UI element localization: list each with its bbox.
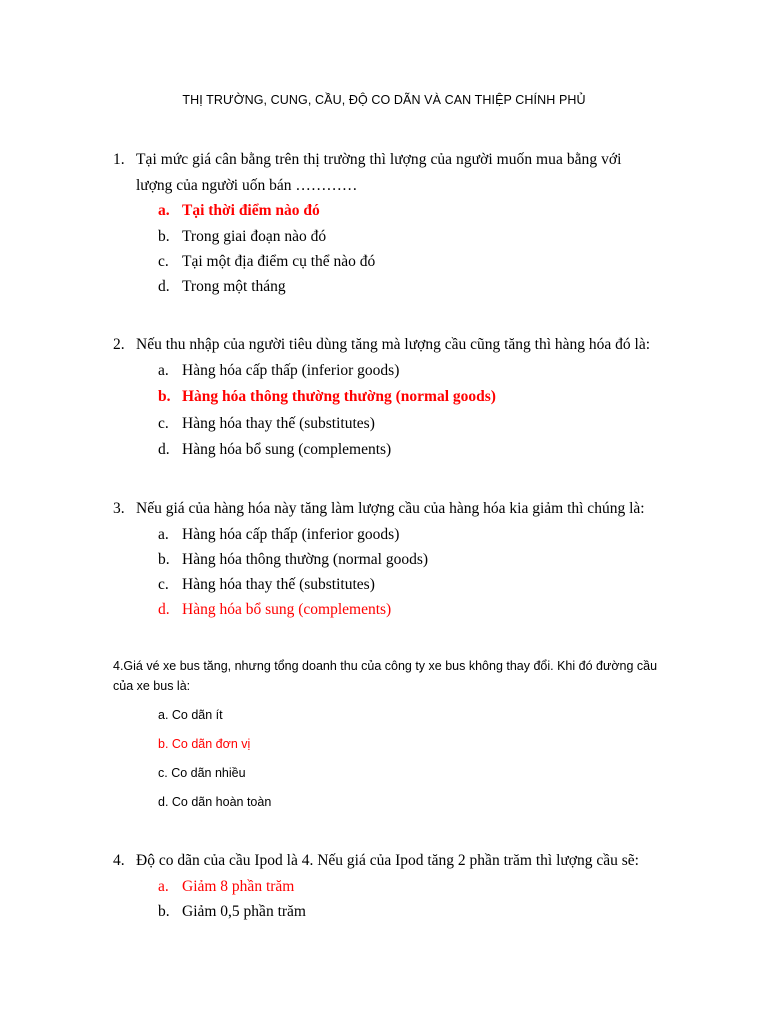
option-text: Hàng hóa cấp thấp (inferior goods) [182, 526, 400, 543]
option-letter: a. [158, 878, 169, 895]
question-number: 3. [113, 500, 125, 517]
option-letter: b. [158, 551, 170, 568]
question-number: 4. [113, 852, 125, 869]
option-letter: b. [158, 903, 170, 920]
option-text: Giảm 0,5 phần trăm [182, 903, 306, 920]
option-text: Hàng hóa thông thường thường (normal goods) [182, 388, 496, 405]
option-b-answer [158, 388, 496, 406]
option-letter: d. [158, 278, 170, 295]
question-number: 2. [113, 336, 125, 353]
option-a-answer [158, 202, 320, 220]
option-text: Tại một địa điểm cụ thể nào đó [182, 253, 376, 270]
option-c: c. Co dãn nhiều [158, 766, 246, 780]
option-letter: d. [158, 601, 170, 618]
option-letter: a. [158, 526, 169, 543]
option-text: Hàng hóa thông thường (normal goods) [182, 551, 429, 568]
question-text: Nếu thu nhập của người tiêu dùng tăng mà lượng cầu cũng tăng thì hàng hóa đó là: [136, 336, 651, 353]
option-b-answer: b. Co dãn đơn vị [158, 737, 251, 751]
option-letter: c. [158, 253, 169, 270]
option-c [158, 253, 375, 271]
question-text: Độ co dãn của cầu Ipod là 4. Nếu giá của Ipod tăng 2 phần trăm thì lượng cầu sẽ: [136, 852, 639, 869]
option-a [158, 362, 399, 380]
question-text: 4.Giá vé xe bus tăng, nhưng tổng doanh thu của công ty xe bus không thay đổi. Khi đó đường cầu [113, 659, 658, 673]
question-text: Nếu giá của hàng hóa này tăng làm lượng cầu của hàng hóa kia giảm thì chúng là: [136, 500, 645, 517]
option-a [158, 526, 399, 544]
option-letter: b. [158, 388, 171, 405]
option-text: Hàng hóa thay thế (substitutes) [182, 576, 375, 593]
option-text: Tại thời điểm nào đó [182, 202, 320, 219]
question-number: 1. [113, 151, 125, 168]
option-c [158, 576, 375, 594]
option-a-answer [158, 878, 294, 896]
option-text: Hàng hóa bổ sung (complements) [182, 441, 392, 458]
option-text: Giảm 8 phần trăm [182, 878, 295, 895]
option-letter: d. [158, 441, 170, 458]
option-a: a. Co dãn ít [158, 708, 223, 722]
document-title: THỊ TRƯỜNG, CUNG, CẦU, ĐỘ CO DÃN VÀ CAN THIỆP CHÍNH PHỦ [182, 93, 586, 107]
option-text: Hàng hóa bổ sung (complements) [182, 601, 392, 618]
option-text: Hàng hóa thay thế (substitutes) [182, 415, 375, 432]
option-letter: a. [158, 202, 170, 219]
option-d [158, 278, 286, 296]
question-text: Tại mức giá cân bằng trên thị trường thì lượng của người muốn mua bằng với [136, 151, 622, 168]
option-d [158, 441, 391, 459]
option-letter: a. [158, 362, 169, 379]
option-letter: c. [158, 576, 169, 593]
option-d: d. Co dãn hoàn toàn [158, 795, 272, 809]
option-c [158, 415, 375, 433]
option-b [158, 903, 306, 921]
option-letter: c. [158, 415, 169, 432]
option-text: Trong giai đoạn nào đó [182, 228, 327, 245]
option-text: Trong một tháng [182, 278, 286, 295]
option-letter: b. [158, 228, 170, 245]
question-text-cont: của xe bus là: [113, 679, 191, 693]
question-text-cont: lượng của người uốn bán ………… [136, 177, 358, 194]
option-b [158, 551, 428, 569]
option-d-answer [158, 601, 391, 619]
option-b [158, 228, 326, 246]
option-text: Hàng hóa cấp thấp (inferior goods) [182, 362, 400, 379]
